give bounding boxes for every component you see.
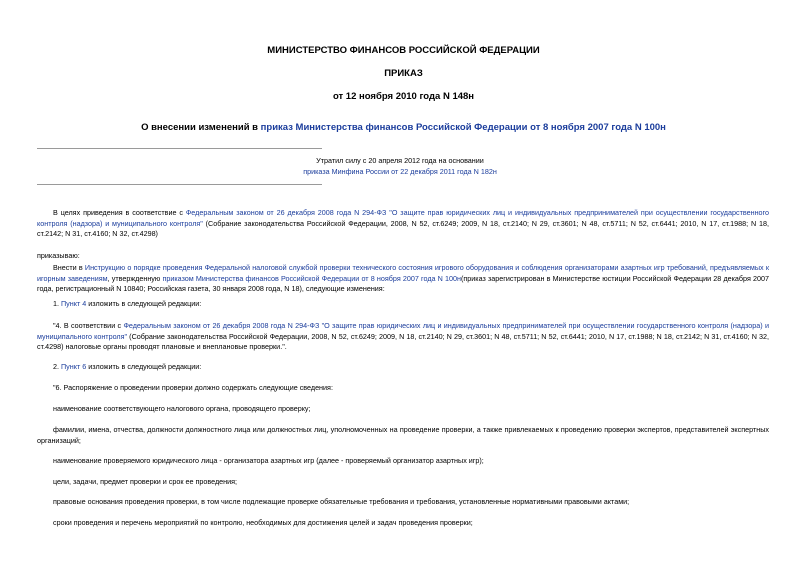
item-1-num: 1. <box>53 299 61 308</box>
separator-top <box>37 148 322 149</box>
instruction-link[interactable]: Инструкцию о порядке проведения Федеральной налоговой службой проверки технического состояния игрового оборудования и соблюдения организаторами азартных игр требований, предъявляемых к игорным заведениям <box>37 263 769 283</box>
list-item: правовые основания проведения проверки, в том числе подлежащие проверке обязательные требования и требования, установленные нормативными правовыми актами; <box>53 497 630 506</box>
item-2-num: 2. <box>53 362 61 371</box>
law-294-link[interactable]: Федеральным законом от 26 декабря 2008 года N 294-ФЗ "О защите прав юридических лиц и индивидуальных предпринимателей при осуществлении государственного контроля (надзора) и муниципального контроля" <box>37 208 769 228</box>
document-type: ПРИКАЗ <box>384 68 423 79</box>
status-note-text: Утратил силу с 20 апреля 2012 года на основании <box>316 156 484 165</box>
point-6-link[interactable]: Пункт 6 <box>61 362 87 371</box>
list-item: цели, задачи, предмет проверки и срок ее проведения; <box>53 477 238 486</box>
status-note-link[interactable]: приказа Минфина России от 22 декабря 2011 года N 182н <box>303 167 497 176</box>
title-prefix: О внесении изменений в <box>141 122 261 133</box>
list-item: наименование проверяемого юридического лица - организатора азартных игр (далее - проверяемый организатор азартных игр); <box>53 456 484 465</box>
point-4-link[interactable]: Пункт 4 <box>61 299 87 308</box>
paragraph-order: приказываю: <box>37 251 80 260</box>
point-4-text-b: (Собрание законодательства Российской Федерации, 2008, N 52, ст.6249; 2009, N 18, ст.2140; N 29, ст.3601; N 48, ст.5711; N 52, ст.6441; 2010, N 17, ст.1988; N 18, ст.2142; N 31, ст.4160; N 32, ст.4298) налоговые органы проводят плановые и внеплановые проверки.". <box>37 331 769 351</box>
amendments-text-c: (приказ зарегистрирован в Министерстве юстиции Российской Федерации 28 декабря 2007 года, регистрационный N 10840; Российская газета, 30 января 2008 года, N 18), следующие изменения: <box>37 273 770 293</box>
paragraph-amendments <box>37 263 769 295</box>
preamble-text-a: В целях приведения в соответствие с <box>53 208 186 217</box>
separator-bottom <box>37 184 322 185</box>
paragraph-item-2 <box>37 362 769 373</box>
order-100n-link[interactable]: приказом Министерства финансов Российской Федерации от 8 ноября 2007 года N 100н <box>162 273 461 283</box>
preamble-text-b: (Собрание законодательства Российской Федерации, 2008, N 52, ст.6249; 2009, N 18, ст.2140; N 29, ст.3601; N 48, ст.5711; N 52, ст.6441; 2010, N 17, ст.1988; N 18, ст.2142; N 31, ст.4160; N 32, ст.4298) <box>37 218 769 238</box>
ministry-heading: МИНИСТЕРСТВО ФИНАНСОВ РОССИЙСКОЙ ФЕДЕРАЦИИ <box>267 45 540 56</box>
point-4-text-a: "4. В соответствии с <box>53 321 124 330</box>
paragraph-point-6: "6. Распоряжение о проведении проверки должно содержать следующие сведения: <box>53 383 333 392</box>
paragraph-item-1 <box>37 299 769 310</box>
list-item: сроки проведения и перечень мероприятий по контролю, необходимых для достижения целей и задач проведения проверки; <box>53 518 473 527</box>
status-note <box>180 155 620 177</box>
item-1-text: изложить в следующей редакции: <box>86 299 202 308</box>
paragraph-preamble <box>37 208 769 240</box>
list-item: наименование соответствующего налогового органа, проводящего проверку; <box>53 404 311 413</box>
amendments-text-b: , утвержденную <box>107 273 163 283</box>
document-date-number: от 12 ноября 2010 года N 148н <box>332 91 475 102</box>
title-link[interactable]: приказ Министерства финансов Российской Федерации от 8 ноября 2007 года N 100н <box>260 122 666 133</box>
document-title <box>0 122 807 133</box>
list-item: фамилии, имена, отчества, должности должностного лица или должностных лиц, уполномоченных на проведение проверки, а также привлекаемых к проведению проверки экспертов, представителей экспертных организаций; <box>37 425 769 445</box>
item-2-text: изложить в следующей редакции: <box>86 362 202 371</box>
paragraph-point-4 <box>37 321 769 353</box>
law-294-link-2[interactable]: Федеральным законом от 26 декабря 2008 года N 294-ФЗ "О защите прав юридических лиц и индивидуальных предпринимателей при осуществлении государственного контроля (надзора) и муниципального контроля" <box>37 321 769 341</box>
amendments-text-a: Внести в <box>53 263 85 272</box>
